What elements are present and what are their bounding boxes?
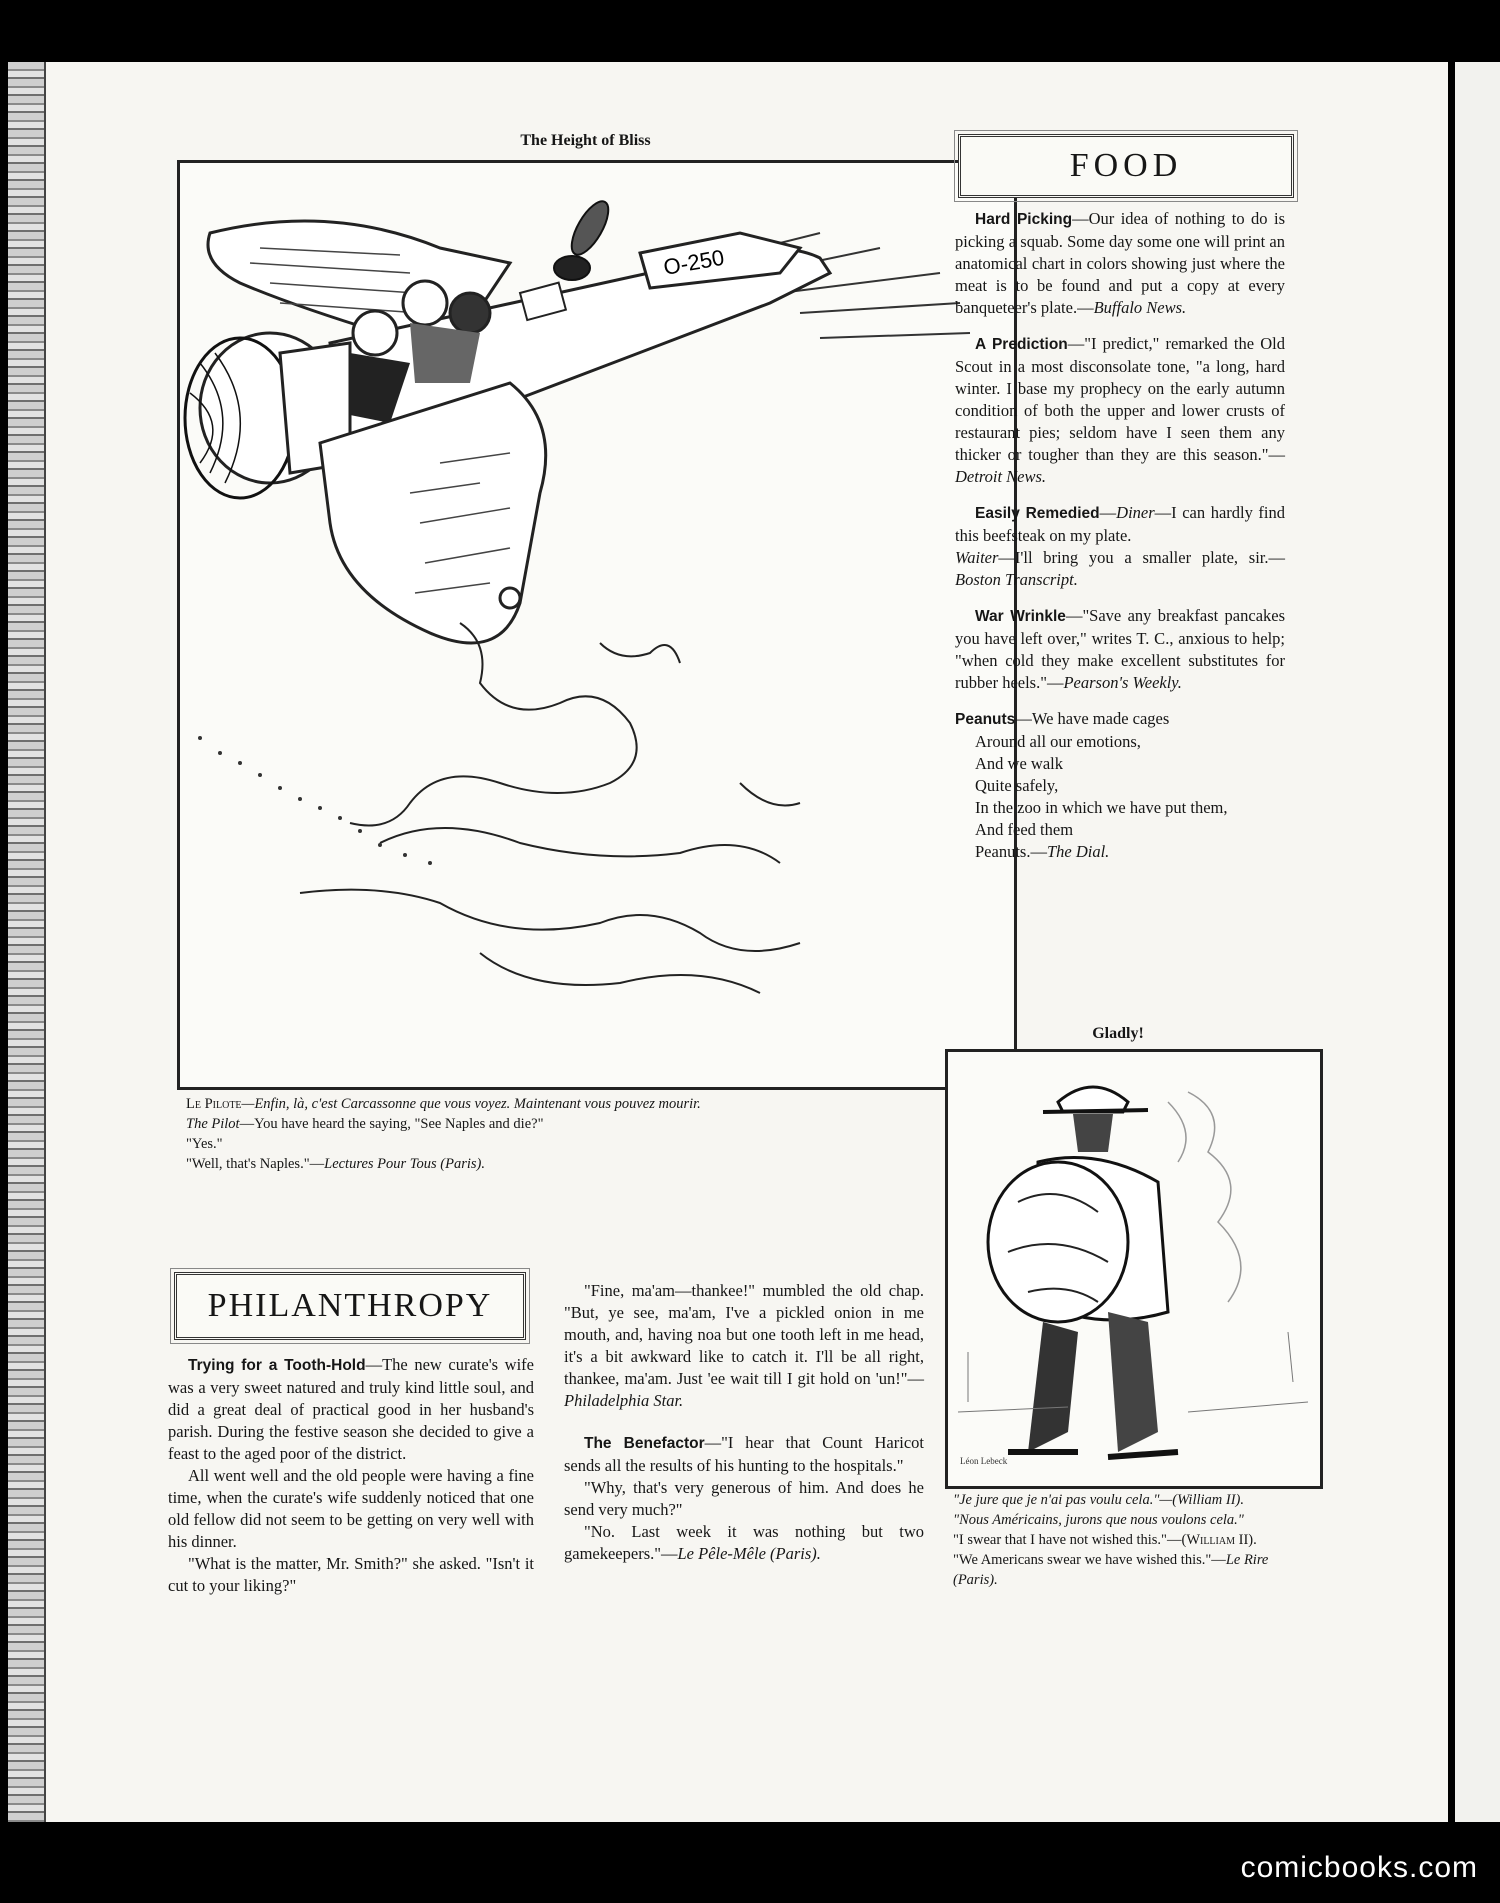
item-text: —"I predict," remarked the Old Scout in a most disconsolate tone, "a long, hard winter. I base my prophecy on the early autumn condition of both the upper and lower crusts of restaurant pies; seldom have I seen them any thicker or tougher than they are this season."— <box>955 334 1285 464</box>
item-text-c: —I'll bring you a smaller plate, sir.— <box>998 548 1285 567</box>
tooth-hold-paragraph-1 <box>168 1354 534 1465</box>
cartoon-gladly <box>945 1049 1323 1489</box>
food-heading: FOOD <box>1069 147 1183 184</box>
item-title: Easily Remedied <box>975 505 1100 522</box>
magazine-page <box>8 62 1448 1822</box>
item-source: Boston Transcript. <box>955 570 1078 589</box>
item-source: Detroit News. <box>955 467 1047 486</box>
poem-line: Quite safely, <box>975 776 1059 795</box>
cartoon2-caption-line-1 <box>953 1490 1283 1510</box>
item-text-b: —I can hardly find this beefsteak on my plate. <box>955 503 1286 545</box>
poem-title: Peanuts <box>955 711 1016 728</box>
poem-line: Around all our emotions, <box>975 732 1141 751</box>
caption-text: "I swear that I have not wished this."— <box>953 1532 1182 1548</box>
food-item-hard-picking <box>955 208 1285 319</box>
caption-source: William II <box>1177 1492 1236 1508</box>
item-source: Buffalo News. <box>1093 298 1187 317</box>
benefactor-paragraph-1 <box>564 1432 924 1477</box>
airplane-illustration <box>180 163 1014 1087</box>
caption-source: Le Rire (Paris). <box>953 1552 1269 1588</box>
food-column <box>955 208 1285 863</box>
philanthropy-column-2 <box>564 1280 924 1565</box>
cartoon-title: The Height of Bliss <box>520 132 651 149</box>
item-text: —The new curate's wife was a very sweet natured and truly kind little soul, and did a great deal of practical good in her husband's parish. During the festive season she decided to give a feast to the aged poor of the district. <box>168 1355 534 1463</box>
caption-line-4-text: "Well, that's Naples."— <box>186 1156 325 1172</box>
caption-speaker-2: The Pilot <box>186 1116 240 1132</box>
item-text: —Our idea of nothing to do is picking a squab. Some day some one will print an anatomical chart in colors showing just where the meat is to be found and put a copy at every banqueteer's plate.— <box>955 209 1285 317</box>
caption-text: "Nous Américains, jurons que nous voulons cela." <box>953 1512 1244 1528</box>
poem-line: And feed them <box>975 820 1074 839</box>
poem-line: Peanuts.— <box>975 842 1047 861</box>
item-title: Trying for a Tooth-Hold <box>188 1357 366 1374</box>
caption-speaker-1: Le Pilote <box>186 1096 242 1112</box>
philanthropy-heading: PHILANTHROPY <box>207 1287 493 1324</box>
benefactor-paragraph-3 <box>564 1521 924 1565</box>
item-text: —"Save any breakfast pancakes you have left over," writes T. C., anxious to help; "when cold they make excellent substitutes for rubber heels."— <box>955 606 1286 692</box>
cartoon-caption <box>186 1094 1006 1174</box>
food-item-war-wrinkle <box>955 605 1285 694</box>
plane-number: O-250 <box>661 244 727 280</box>
item-text: "No. Last week it was nothing but two gamekeepers."— <box>564 1522 924 1563</box>
soldier-illustration <box>948 1052 1320 1486</box>
cartoon2-title: Gladly! <box>1092 1025 1144 1042</box>
caption-line-3: "Yes." <box>186 1136 223 1152</box>
tooth-hold-paragraph-3: "What is the matter, Mr. Smith?" she asked. "Isn't it cut to your liking?" <box>168 1554 534 1595</box>
item-text: —"I hear that Count Haricot sends all the results of his hunting to the hospitals." <box>564 1433 924 1475</box>
item-speaker-b: Waiter <box>955 548 999 567</box>
tooth-hold-paragraph-4 <box>564 1280 924 1412</box>
cartoon2-caption <box>953 1490 1283 1590</box>
poem-line: And we walk <box>975 754 1063 773</box>
poem-source: The Dial. <box>1046 842 1110 861</box>
caption-text: "We Americans swear we have wished this."— <box>953 1552 1226 1568</box>
food-item-easily-remedied <box>955 502 1285 591</box>
cartoon-height-of-bliss <box>177 160 1017 1090</box>
caption-source: Lectures Pour Tous (Paris). <box>324 1156 485 1172</box>
facing-page-edge <box>1455 62 1500 1822</box>
tooth-hold-paragraph-2: All went well and the old people were having a fine time, when the curate's wife suddenly noticed that one old fellow did not seem to be getting on very well with his dinner. <box>168 1466 534 1551</box>
cartoon2-caption-line-3 <box>953 1530 1283 1550</box>
cartoon2-caption-line-4 <box>953 1550 1283 1590</box>
poem-line: —We have made cages <box>1015 709 1170 728</box>
item-title: War Wrinkle <box>975 608 1066 625</box>
caption-french-text: —Enfin, là, c'est Carcassonne que vous voyez. Maintenant vous pouvez mourir. <box>241 1096 701 1112</box>
philanthropy-column-1 <box>168 1354 534 1597</box>
caption-line-1 <box>186 1094 1006 1114</box>
book-binding <box>8 62 46 1822</box>
caption-line-4 <box>186 1154 1006 1174</box>
item-source: Philadelphia Star. <box>564 1391 684 1410</box>
caption-end: ). <box>1235 1492 1245 1508</box>
caption-text: "Je jure que je n'ai pas voulu cela."—( <box>953 1492 1178 1508</box>
poem-line: In the zoo in which we have put them, <box>975 798 1228 817</box>
philanthropy-heading-box <box>174 1272 526 1340</box>
item-text-a: — <box>1099 503 1117 522</box>
food-heading-box <box>958 134 1294 198</box>
watermark: comicbooks.com <box>1240 1851 1478 1884</box>
caption-english-text: —You have heard the saying, "See Naples and die?" <box>239 1116 544 1132</box>
item-source: Pearson's Weekly. <box>1063 673 1182 692</box>
item-title: Hard Picking <box>975 211 1073 228</box>
item-speaker-a: Diner <box>1116 503 1155 522</box>
artist-signature: Léon Lebeck <box>960 1456 1008 1466</box>
food-poem-peanuts <box>955 708 1285 863</box>
item-text: "Fine, ma'am—thankee!" mumbled the old chap. "But, ye see, ma'am, I've a pickled onion in me mouth, and, having noa but one tooth left in me head, it's a bit awkward like to catch it. I'll be all right, thankee, ma'am. Just 'ee wait till I git hold on 'un!"— <box>564 1281 924 1388</box>
benefactor-paragraph-2: "Why, that's very generous of him. And does he send very much?" <box>564 1478 924 1519</box>
cartoon2-caption-line-2 <box>953 1510 1283 1530</box>
item-source: Le Pêle-Mêle (Paris). <box>677 1544 821 1563</box>
food-item-prediction <box>955 333 1285 488</box>
caption-source: (William II). <box>1181 1532 1257 1548</box>
caption-line-2 <box>186 1114 1006 1134</box>
item-title: The Benefactor <box>584 1435 705 1452</box>
item-title: A Prediction <box>975 336 1068 353</box>
